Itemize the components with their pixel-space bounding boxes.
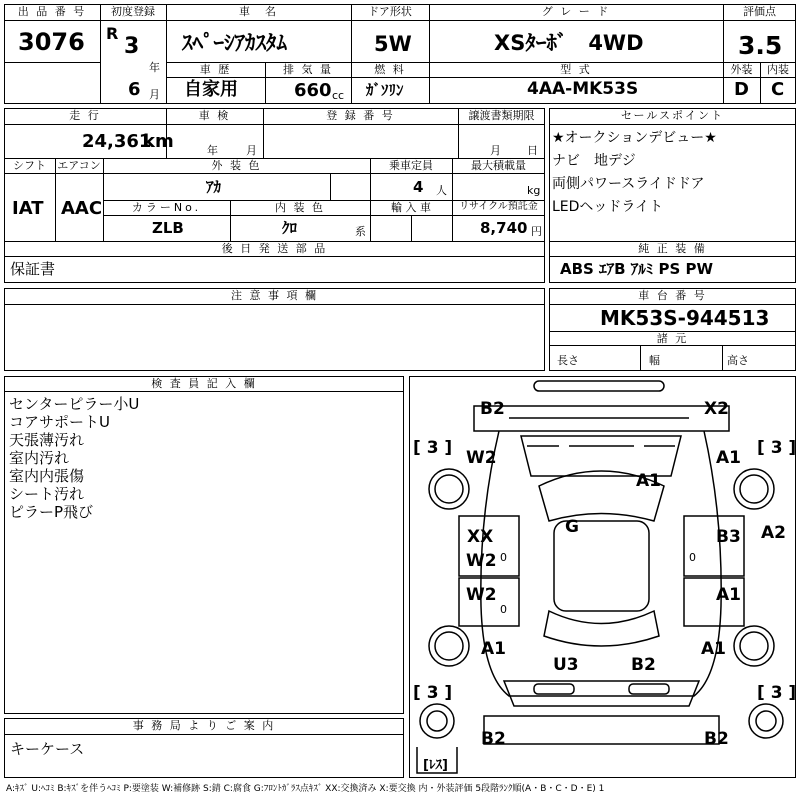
inspector-note: 天張薄汚れ bbox=[9, 431, 85, 449]
sales-points-label: セールスポイント bbox=[620, 109, 724, 122]
hood-outline bbox=[521, 436, 681, 476]
car-name-label: 車 名 bbox=[239, 5, 278, 18]
car-damage-diagram bbox=[409, 376, 796, 778]
history: 自家用 bbox=[184, 79, 238, 100]
damage-mark: B2 bbox=[480, 399, 505, 419]
fuel-label: 燃 料 bbox=[374, 63, 406, 76]
ac-label: エアコン bbox=[57, 159, 101, 172]
reg-month: 6 bbox=[128, 79, 141, 100]
inspector-note: シート汚れ bbox=[9, 485, 85, 503]
spare-tire bbox=[420, 704, 454, 738]
capacity: 4 bbox=[413, 178, 424, 196]
damage-mark: A1 bbox=[481, 639, 506, 659]
rear-panel-outline bbox=[504, 681, 699, 706]
history-label: 車 歴 bbox=[199, 63, 232, 76]
ac: AAC bbox=[61, 198, 103, 219]
interior-grade: C bbox=[771, 79, 785, 100]
damage-mark: A2 bbox=[761, 523, 786, 543]
max-load-label: 最大積載量 bbox=[471, 159, 526, 172]
int-color-label: 内 装 色 bbox=[275, 201, 325, 214]
shift: IAT bbox=[12, 198, 44, 219]
specs-label: 諸 元 bbox=[656, 332, 689, 345]
door-label: ドア形状 bbox=[368, 5, 412, 18]
later-parts-label: 後 日 発 送 部 品 bbox=[221, 242, 328, 255]
capacity-label: 乗車定員 bbox=[389, 159, 433, 172]
reg-month-unit: 月 bbox=[149, 88, 160, 101]
height-label: 高さ bbox=[727, 354, 749, 367]
zero-mark: 0 bbox=[500, 603, 507, 616]
damage-mark: XX bbox=[467, 527, 494, 547]
model: 4AA-MK53S bbox=[527, 79, 639, 99]
capacity-unit: 人 bbox=[436, 184, 447, 197]
transfer-day-unit: 日 bbox=[527, 144, 538, 157]
damage-mark: A1 bbox=[716, 448, 741, 468]
shift-label: シフト bbox=[13, 159, 46, 172]
score: 3.5 bbox=[738, 31, 783, 60]
inspector-note: 室内汚れ bbox=[9, 449, 70, 467]
damage-mark: B3 bbox=[716, 527, 741, 547]
inspector-note: 室内内張傷 bbox=[9, 467, 85, 485]
exterior-grade: D bbox=[734, 79, 749, 100]
car-name: ｽﾍﾟｰｼｱｶｽﾀﾑ bbox=[182, 31, 287, 55]
inspection-month-unit: 月 bbox=[246, 144, 257, 157]
transfer-label: 譲渡書類期限 bbox=[468, 109, 535, 122]
damage-mark: W2 bbox=[466, 448, 497, 468]
displacement-unit: cc bbox=[332, 89, 345, 102]
sales-point: LEDヘッドライト bbox=[552, 199, 664, 215]
damage-mark: B2 bbox=[631, 655, 656, 675]
front-bumper-outline bbox=[534, 381, 664, 391]
zero-mark: 0 bbox=[689, 551, 696, 564]
damage-mark: B2 bbox=[704, 729, 729, 749]
inspector-label: 検 査 員 記 入 欄 bbox=[151, 377, 257, 390]
damage-mark: A1 bbox=[636, 471, 661, 491]
rear-glass-outline bbox=[544, 611, 659, 646]
zero-mark: 0 bbox=[500, 551, 507, 564]
mileage-label: 走 行 bbox=[69, 109, 101, 122]
reg-era: R bbox=[106, 24, 119, 43]
rear-bumper-outline bbox=[484, 716, 719, 744]
damage-mark: U3 bbox=[553, 655, 579, 675]
office-note: キーケース bbox=[10, 740, 85, 758]
import-label: 輸 入 車 bbox=[391, 201, 431, 214]
inspector-note: ピラーP飛び bbox=[9, 503, 94, 521]
chassis-no: MK53S-944513 bbox=[600, 306, 770, 330]
ext-color: ｱｶ bbox=[206, 178, 222, 196]
equipment-label: 純 正 装 備 bbox=[638, 242, 707, 255]
reg-year-unit: 年 bbox=[149, 61, 160, 74]
max-load-unit: kg bbox=[527, 184, 541, 197]
caution-label: 注 意 事 項 欄 bbox=[231, 289, 318, 302]
tire-tag: [ 3 ] bbox=[413, 683, 453, 703]
tire-tag: [ 3 ] bbox=[413, 438, 453, 458]
first-reg-label: 初度登録 bbox=[111, 5, 155, 18]
office-label: 事 務 局 よ り ご 案 内 bbox=[132, 719, 276, 732]
displacement-label: 排 気 量 bbox=[283, 63, 333, 76]
ext-color-label: 外 装 色 bbox=[211, 159, 262, 172]
inspection-label: 車 検 bbox=[198, 109, 231, 122]
spare-tag: [ﾚｽ] bbox=[423, 758, 448, 773]
sales-point: 両側パワースライドドア bbox=[552, 176, 705, 192]
damage-mark: X2 bbox=[704, 399, 729, 419]
inspector-note: コアサポートU bbox=[9, 413, 110, 431]
mileage-unit: km bbox=[143, 131, 174, 152]
sales-point: ★オークションデビュー★ bbox=[552, 130, 717, 146]
inspection-year-unit: 年 bbox=[207, 144, 218, 157]
int-color-unit: 系 bbox=[355, 225, 366, 238]
displacement: 660 bbox=[294, 80, 332, 101]
damage-mark: W2 bbox=[466, 585, 497, 605]
color-no: ZLB bbox=[152, 219, 184, 237]
damage-mark: G bbox=[565, 517, 579, 537]
tire-tag: [ 3 ] bbox=[757, 683, 797, 703]
equipment: ABS ｴｱB ｱﾙﾐ PS PW bbox=[560, 260, 714, 278]
exterior-label: 外装 bbox=[730, 63, 753, 76]
grade-label: グ レ ー ド bbox=[541, 5, 611, 18]
score-label: 評価点 bbox=[743, 5, 776, 18]
width-label: 幅 bbox=[649, 354, 660, 367]
chassis-label: 車 台 番 号 bbox=[638, 289, 707, 302]
damage-mark: W2 bbox=[466, 551, 497, 571]
tire-tag: [ 3 ] bbox=[757, 438, 797, 458]
recycle-fee: 8,740 bbox=[480, 219, 528, 237]
model-label: 型 式 bbox=[560, 63, 592, 76]
reg-no-label: 登 録 番 号 bbox=[326, 109, 395, 122]
lot-no-label: 出 品 番 号 bbox=[17, 5, 87, 18]
sales-point: ナビ 地デジ bbox=[552, 153, 636, 169]
int-color: ｸﾛ bbox=[282, 219, 298, 237]
inspector-note: センターピラー小U bbox=[9, 395, 140, 413]
grade: XSﾀｰﾎﾞ 4WD bbox=[494, 31, 644, 55]
recycle-unit: 円 bbox=[531, 225, 542, 238]
lot-no: 3076 bbox=[18, 28, 85, 56]
reg-year: 3 bbox=[124, 34, 140, 59]
interior-label: 内装 bbox=[767, 63, 789, 76]
later-parts: 保証書 bbox=[10, 260, 56, 278]
damage-mark: A1 bbox=[716, 585, 741, 605]
color-no-label: カラーNo. bbox=[131, 201, 202, 214]
door: 5W bbox=[374, 32, 412, 56]
length-label: 長さ bbox=[557, 354, 579, 367]
fuel: ｶﾞｿﾘﾝ bbox=[366, 81, 404, 99]
damage-mark: A1 bbox=[701, 639, 726, 659]
recycle-label: リサイクル預託金 bbox=[459, 201, 538, 212]
damage-legend: A:ｷｽﾞ U:ﾍｺﾐ B:ｷｽﾞを伴うﾍｺﾐ P:要塗装 W:補修跡 S:錆 C:腐食 G:ﾌﾛﾝﾄｶﾞﾗｽ点ｷｽﾞ XX:交換済み X:要交換 内・外装評価 5段階ﾗﾝｸ順(A・B・C・D・E) 1 bbox=[6, 784, 605, 794]
mileage: 24,361 bbox=[82, 131, 152, 152]
transfer-month-unit: 月 bbox=[490, 144, 501, 157]
damage-mark: B2 bbox=[481, 729, 506, 749]
